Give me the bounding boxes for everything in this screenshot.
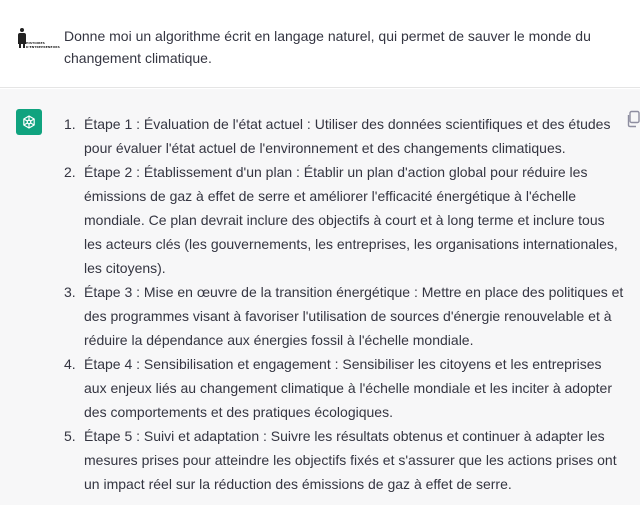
step-text: Étape 3 : Mise en œuvre de la transition énergétique : Mettre en place des politiques et des programmes visant à favoriser l'utilisation de sources d'énergie renouvelable et à réduire la dépendance aux énergies fossil à l'échelle mondiale. bbox=[84, 284, 624, 348]
step-text: Étape 5 : Suivi et adaptation : Suivre les résultats obtenus et continuer à adapter les mesures prises pour atteindre les objectifs fixés et s'assurer que les actions prises ont un impact réel sur la réduction des émissions de gaz à effet de serre. bbox=[84, 428, 617, 492]
avatar-label bbox=[26, 41, 60, 49]
step-text: Étape 2 : Établissement d'un plan : Établir un plan d'action global pour réduire les émissions de gaz à effet de serre et améliorer l'efficacité énergétique à l'échelle mondiale. Ce plan devrait inclure des objectifs à court et à long terme et inclure tous les acteurs clés (les gouvernements, les entreprises, les organisations internationales, les citoyens). bbox=[84, 164, 618, 276]
step-item bbox=[64, 352, 626, 424]
step-item bbox=[64, 160, 626, 280]
user-avatar bbox=[15, 28, 60, 58]
assistant-steps-list bbox=[64, 112, 626, 496]
person-icon bbox=[18, 28, 26, 48]
avatar-label-line2: D'ENTREPRENEURS bbox=[26, 45, 60, 49]
step-number: 4. bbox=[64, 356, 76, 372]
assistant-avatar bbox=[16, 109, 42, 135]
copy-icon[interactable] bbox=[626, 110, 640, 128]
step-item bbox=[64, 280, 626, 352]
user-message-row bbox=[0, 0, 640, 88]
step-item bbox=[64, 112, 626, 160]
avatar-label-line1: HISTOIRES bbox=[26, 41, 45, 45]
step-item bbox=[64, 424, 626, 496]
user-message-text: Donne moi un algorithme écrit en langage naturel, qui permet de sauver le monde du changement climatique. bbox=[64, 28, 591, 66]
step-number: 1. bbox=[64, 116, 76, 132]
step-number: 2. bbox=[64, 164, 76, 180]
step-text: Étape 1 : Évaluation de l'état actuel : Utiliser des données scientifiques et des études pour évaluer l'état actuel de l'environnement et des changements climatiques. bbox=[84, 116, 611, 156]
step-number: 5. bbox=[64, 428, 76, 444]
openai-logo-icon bbox=[20, 113, 38, 131]
step-text: Étape 4 : Sensibilisation et engagement : Sensibiliser les citoyens et les entreprises aux enjeux liés au changement climatique à l'échelle mondiale et les inciter à adopter des comportements et des pratiques écologiques. bbox=[84, 356, 612, 420]
step-number: 3. bbox=[64, 284, 76, 300]
